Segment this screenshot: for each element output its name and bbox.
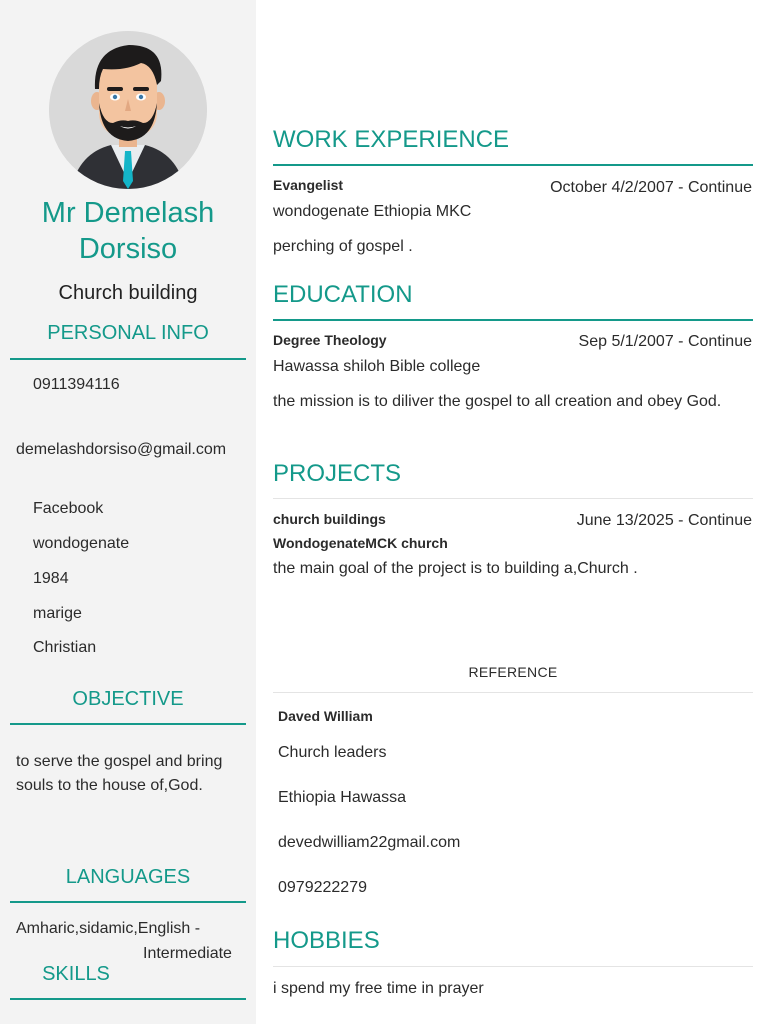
objective-heading: OBJECTIVE xyxy=(72,688,184,710)
projects-heading: PROJECTS xyxy=(273,460,402,487)
hobbies-heading: HOBBIES xyxy=(273,927,380,954)
avatar xyxy=(49,31,207,189)
personal-info-divider xyxy=(10,358,246,360)
avatar-illustration xyxy=(49,31,207,189)
education-organization: Hawassa shiloh Bible college xyxy=(273,358,481,375)
project-description: the main goal of the project is to building a,Church . xyxy=(273,560,638,577)
reference-email[interactable]: devedwilliam22gmail.com xyxy=(278,834,461,851)
work-divider xyxy=(273,164,753,166)
facebook-link[interactable]: Facebook xyxy=(33,500,104,517)
location-text: wondogenate xyxy=(33,535,130,552)
personal-info-heading: PERSONAL INFO xyxy=(47,322,209,344)
marital-status: marige xyxy=(33,605,82,622)
work-date: October 4/2/2007 - Continue xyxy=(550,179,752,196)
education-heading: EDUCATION xyxy=(273,281,413,308)
languages-divider xyxy=(10,901,246,903)
reference-heading: REFERENCE xyxy=(468,664,558,680)
work-title: Evangelist xyxy=(273,177,344,193)
skills-divider xyxy=(10,998,246,1000)
languages-heading: LANGUAGES xyxy=(65,866,191,888)
reference-position: Church leaders xyxy=(278,744,387,761)
objective-text: to serve the gospel and bring souls to the house of,God. xyxy=(16,753,223,794)
work-organization: wondogenate Ethiopia MKC xyxy=(273,203,472,220)
languages-text: Amharic,sidamic,English - xyxy=(16,920,201,937)
languages-level: Intermediate xyxy=(143,945,232,962)
project-title: church buildings xyxy=(273,511,386,527)
hobbies-text: i spend my free time in prayer xyxy=(273,980,484,997)
project-organization: WondogenateMCK church xyxy=(273,535,448,551)
project-date: June 13/2025 - Continue xyxy=(576,512,752,529)
candidate-role: Church building xyxy=(58,282,198,304)
education-divider xyxy=(273,319,753,321)
reference-name: Daved William xyxy=(278,708,373,724)
work-experience-heading: WORK EXPERIENCE xyxy=(273,126,510,153)
reference-divider xyxy=(273,692,753,693)
hobbies-divider xyxy=(273,966,753,967)
religion-text: Christian xyxy=(33,639,97,656)
sidebar xyxy=(0,0,256,1024)
main-content xyxy=(256,0,768,1024)
reference-location: Ethiopia Hawassa xyxy=(278,789,407,806)
skills-heading: SKILLS xyxy=(42,963,110,985)
candidate-name: Mr Demelash Dorsiso xyxy=(41,197,215,265)
email-address[interactable]: demelashdorsiso@gmail.com xyxy=(16,441,227,458)
work-description: perching of gospel . xyxy=(273,238,413,255)
reference-phone: 0979222279 xyxy=(278,879,367,896)
birth-year: 1984 xyxy=(33,570,69,587)
education-title: Degree Theology xyxy=(273,332,387,348)
phone-number: 0911394116 xyxy=(33,376,120,393)
education-date: Sep 5/1/2007 - Continue xyxy=(578,333,752,350)
objective-divider xyxy=(10,723,246,725)
education-description: the mission is to diliver the gospel to all creation and obey God. xyxy=(273,393,722,410)
projects-divider xyxy=(273,498,753,499)
